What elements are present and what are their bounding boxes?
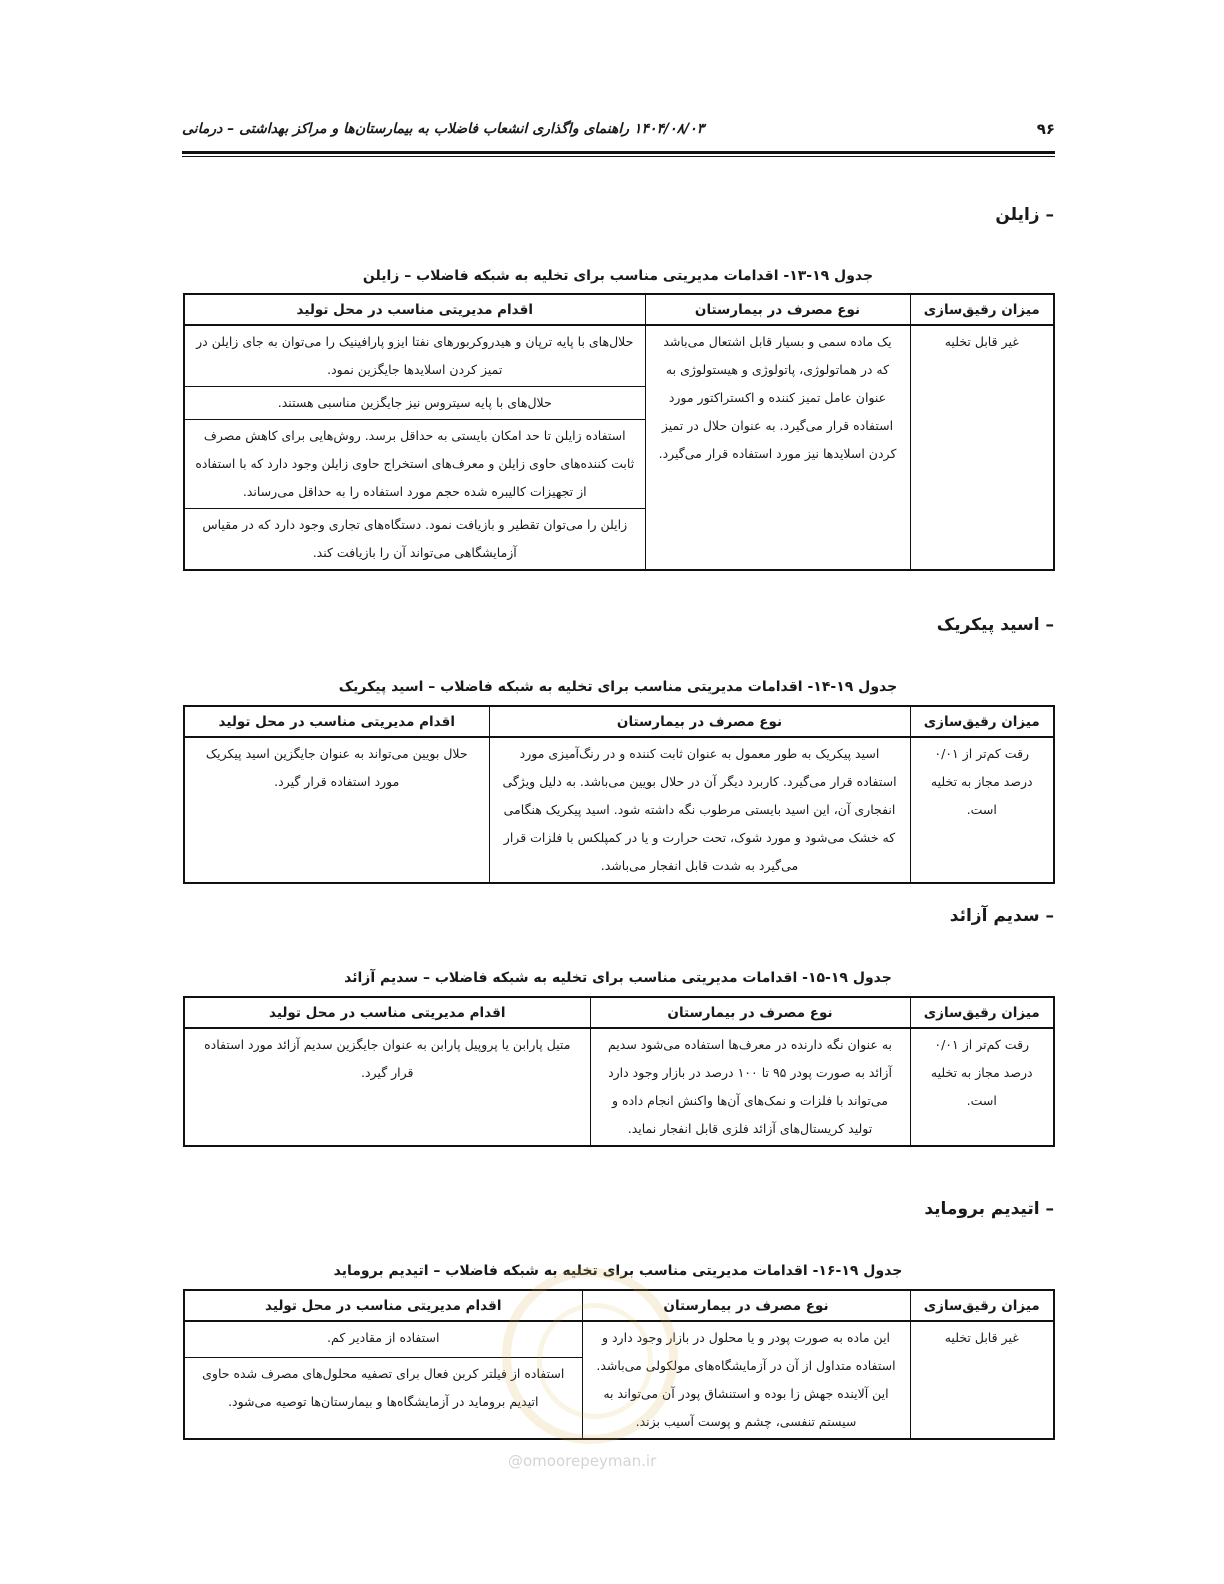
column-header-dilution: میزان رقیق‌سازی [910,1290,1054,1321]
action-cell: حلال‌های با پایه سیتروس نیز جایگزین مناسبی هستند. [184,387,645,420]
column-header-dilution: میزان رقیق‌سازی [910,706,1054,737]
table-row [184,325,1054,387]
table-caption-sodium-azide: جدول ۱۹-۱۵- اقدامات مدیریتی مناسب برای تخلیه به شبکه فاضلاب – سدیم آزائد [344,970,892,986]
table-row [184,1028,1054,1146]
dilution-cell: رقت کم‌تر از ۰/۰۱ درصد مجاز به تخلیه است. [910,737,1054,883]
action-cell: زایلن را می‌توان تقطیر و بازیافت نمود. دستگاه‌های تجاری وجود دارد که در مقیاس آزمایشگاهی می‌تواند آن را بازیافت کند. [184,509,645,571]
page-header [182,120,1055,160]
column-header-usage: نوع مصرف در بیمارستان [582,1290,910,1321]
header-rule-thin [182,156,1055,157]
usage-cell: به عنوان نگه دارنده در معرف‌ها استفاده می‌شود سدیم آزائد به صورت پودر ۹۵ تا ۱۰۰ درصد در بازار وجود دارد می‌تواند با فلزات و نمک‌های آن‌ها واکنش انجام داده و تولید کریستال‌های آزائد فلزی قابل انفجار نماید. [590,1028,910,1146]
section-heading-picric-acid: – اسید پیکریک [936,615,1054,635]
table-header-row [184,706,1054,737]
header-rule [182,151,1055,154]
section-heading-xylene: – زایلن [995,205,1054,225]
dilution-cell: غیر قابل تخلیه [910,1321,1054,1439]
table-caption-xylene: جدول ۱۹-۱۳- اقدامات مدیریتی مناسب برای تخلیه به شبکه فاضلاب – زایلن [362,268,874,284]
table-header-row [184,997,1054,1028]
table-xylene [183,293,1055,571]
action-cell: حلال بویین می‌تواند به عنوان جایگزین اسید پیکریک مورد استفاده قرار گیرد. [184,737,489,883]
dilution-cell: رقت کم‌تر از ۰/۰۱ درصد مجاز به تخلیه است. [910,1028,1054,1146]
action-cell: استفاده از فیلتر کربن فعال برای تصفیه محلول‌های مصرف شده حاوی اتیدیم بروماید در آزمایشگاه‌ها و بیمارستان‌ها توصیه می‌شود. [184,1358,582,1439]
usage-cell: این ماده به صورت پودر و یا محلول در بازار وجود دارد و استفاده متداول از آن در آزمایشگاه‌های مولکولی می‌باشد. این آلاینده جهش زا بوده و استنشاق پودر آن می‌تواند به سیستم تنفسی، چشم و پوست آسیب بزند. [582,1321,910,1439]
action-cell: متیل پارابن یا پروپیل پارابن به عنوان جایگزین سدیم آزائد مورد استفاده قرار گیرد. [184,1028,590,1146]
column-header-dilution: میزان رقیق‌سازی [910,997,1054,1028]
watermark-text: @omoorepeyman.ir [508,1452,657,1470]
section-heading-sodium-azide: – سدیم آزائد [949,906,1054,926]
column-header-action: اقدام مدیریتی مناسب در محل تولید [184,706,489,737]
column-header-action: اقدام مدیریتی مناسب در محل تولید [184,997,590,1028]
column-header-dilution: میزان رقیق‌سازی [910,294,1054,325]
running-title: ۱۴۰۴/۰۸/۰۳ راهنمای واگذاری انشعاب فاضلاب به بیمارستان‌ها و مراکز بهداشتی – درمانی [182,121,705,137]
table-caption-picric-acid: جدول ۱۹-۱۴- اقدامات مدیریتی مناسب برای تخلیه به شبکه فاضلاب – اسید پیکریک [338,679,898,695]
table-header-row [184,294,1054,325]
column-header-usage: نوع مصرف در بیمارستان [489,706,910,737]
table-sodium-azide [183,996,1055,1147]
column-header-usage: نوع مصرف در بیمارستان [645,294,910,325]
table-picric-acid [183,705,1055,884]
watermark-seal-icon [502,1268,678,1444]
action-cell: استفاده زایلن تا حد امکان بایستی به حداقل برسد. روش‌هایی برای کاهش مصرف ثابت کننده‌های حاوی زایلن و معرف‌های استخراج حاوی زایلن وجود دارد که با استفاده از تجهیزات کالیبره شده حجم مورد استفاده را به حداقل می‌رساند. [184,420,645,509]
section-heading-ethidium-bromide: – اتیدیم بروماید [924,1199,1054,1219]
table-row [184,737,1054,883]
action-cell: حلال‌های با پایه ترپان و هیدروکربورهای نفتا ایزو پارافینیک را می‌توان به جای زایلن در تمیز کردن اسلایدها جایگزین نمود. [184,325,645,387]
dilution-cell: غیر قابل تخلیه [910,325,1054,570]
usage-cell: یک ماده سمی و بسیار قابل اشتعال می‌باشد که در هماتولوژی، پاتولوژی و هیستولوژی به عنوان عامل تمیز کننده و اکستراکتور مورد استفاده قرار می‌گیرد. به عنوان حلال در تمیز کردن اسلایدها نیز مورد استفاده قرار می‌گیرد. [645,325,910,570]
column-header-action: اقدام مدیریتی مناسب در محل تولید [184,1290,582,1321]
usage-cell: اسید پیکریک به طور معمول به عنوان ثابت کننده و در رنگ‌آمیزی مورد استفاده قرار می‌گیرد. کاربرد دیگر آن در حلال بویین می‌باشد. به دلیل ویژگی انفجاری آن، این اسید بایستی مرطوب نگه داشته شود. اسید پیکریک هنگامی که خشک می‌شود و مورد شوک، تحت حرارت و یا در کمپلکس با فلزات قرار می‌گیرد به شدت قابل انفجار می‌باشد. [489,737,910,883]
table-caption-ethidium-bromide: جدول ۱۹-۱۶- اقدامات مدیریتی مناسب برای تخلیه به شبکه فاضلاب – اتیدیم بروماید [333,1263,903,1279]
column-header-usage: نوع مصرف در بیمارستان [590,997,910,1028]
column-header-action: اقدام مدیریتی مناسب در محل تولید [184,294,645,325]
page-number: ۹۶ [1036,120,1055,138]
action-cell: استفاده از مقادیر کم. [184,1321,582,1358]
